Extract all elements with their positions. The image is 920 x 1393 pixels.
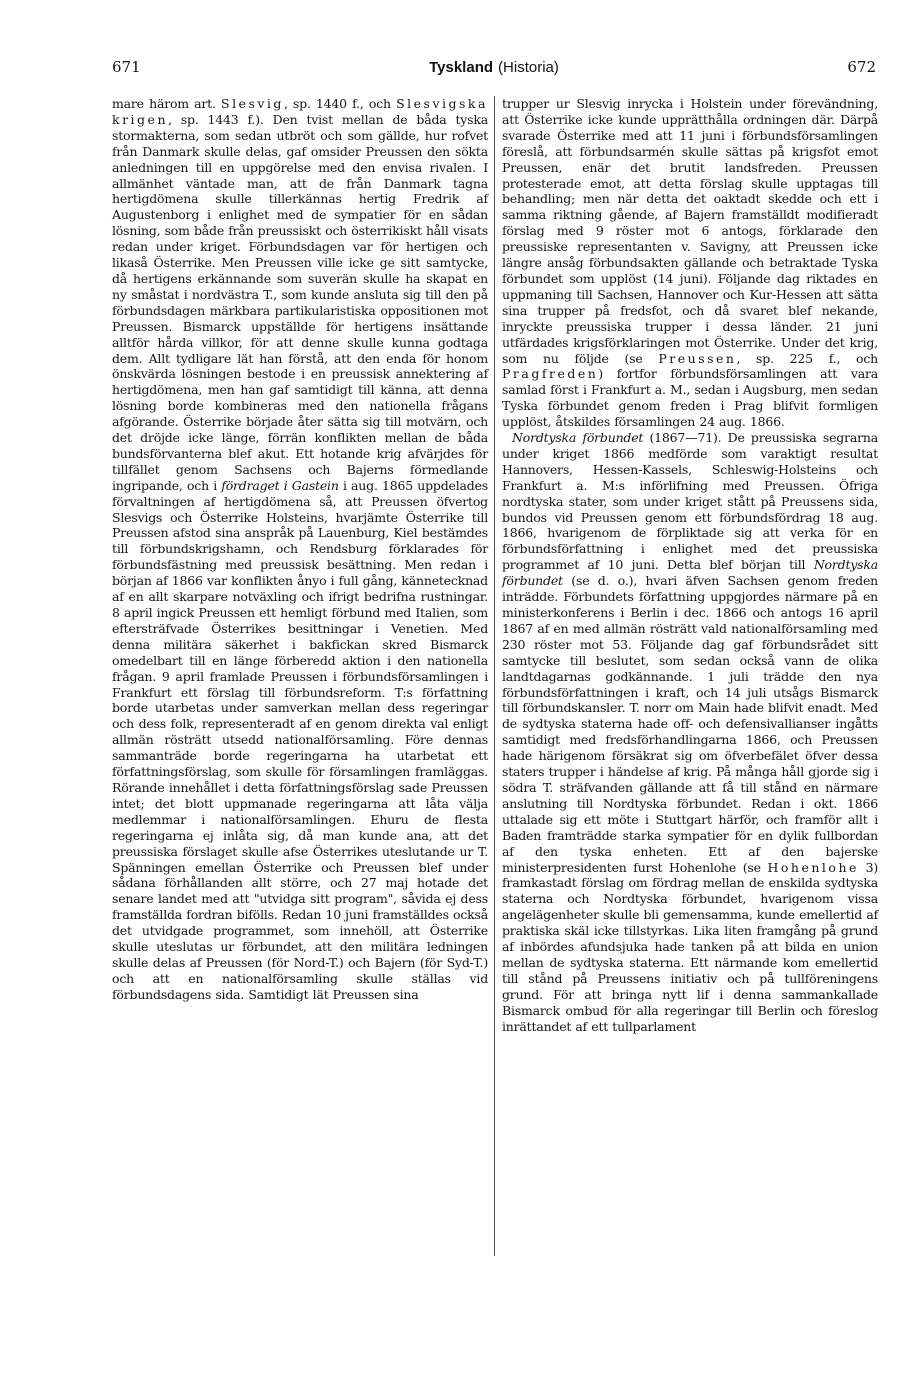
running-title	[112, 58, 876, 76]
text-run: i aug. 1865 uppdelades förvaltningen af hertigdömena så, att Preussen öfvertog Slesvigs och Österrike Holsteins, hvarjämte Österrike till Preussen afstod sina anspråk på Lauenburg, Kiel bestämdes till förbundskrigshamn, och Rendsburg förklarades för förbundsfästning med preussisk besättning. Men redan i början af 1866 var konflikten ånyo i full gång, kännetecknad af en allt skarpare notväxling och ifrigt bedrifna rustningar. 8 april ingick Preussen ett hemligt förbund med Italien, som eftersträfvade Österrikes besittningar i Venetien. Med denna militära säkerhet i bakfickan skred Bismarck omedelbart till en länge förberedd aktion i den nationella frågan. 9 april framlade Preussen i förbundsförsamlingen i Frankfurt ett förslag till förbundsreform. T:s författning borde utarbetas under samverkan mellan dess regeringar och dess folk, representeradt af en genom direkta val enligt allmän rösträtt utsedd nationalförsamling. Före dennas sammanträde borde regeringarna ha utarbetat ett författningsförslag, som skulle för församlingen framläggas. Rörande innehållet i detta författningsförslag sade Preussen intet; det blott uppmanade regeringarna att låta välja medlemmar i nationalförsamlingen. Ehuru de flesta regeringarna ej inlåta sig, då man kunde ana, att det preussiska förslaget skulle afse Österrikes uteslutande ur T. Spänningen emellan Österrike och Preussen blef under sådana förhållanden allt större, och 27 maj hotade det senare landet med att "utvidga sitt program", såvida ej dess framställda fordran bifölls. Redan 10 juni framställdes också det utvidgade programmet, som innehöll, att Österrike skulle uteslutas ur förbundet, att den militära ledningen skulle delas af Preussen (för Nord-T.) och Bajern (för Syd-T.) och att en nationalförsamling skulle ställas vid förbundsdagens sida. Samtidigt lät Preussen sina	[112, 477, 488, 1002]
page-number-left: 671	[112, 58, 141, 76]
title-word: Tyskland	[429, 59, 494, 76]
right-paragraph-1	[502, 96, 878, 430]
text-run: ) fortfor förbundsförsamlingen att vara samlad först i Frankfurt a. M., sedan i Augsburg, men sedan Tyska förbundet genom freden i Prag blifvit formligen upplöst, åtskildes församlingen 24 aug. 1866.	[502, 366, 878, 430]
text-run: mare härom art.	[112, 96, 216, 111]
right-column	[502, 96, 878, 1034]
text-run: , sp. 1443 f.). Den tvist mellan de båda tyska stormakterna, som sedan utbröt och som gällde, hur rofvet från Danmark skulle delas, gaf omsider Preussen den sökta anledningen till en uppgörelse med den envisa rivalen. I allmänhet väntade man, att de från Danmark tagna hertigdömena skulle tillerkännas hertig Fredrik af Augustenborg i enlighet med de sympatier för en sådan lösning, som både från preussiskt och österrikiskt håll visats redan under kriget. Förbundsdagen var för hertigen och likaså Österrike. Men Preussen ville icke ge sitt samtycke, då hertigens erkännande som suverän skulle ha skapat en ny småstat i nordvästra T., som kunde ansluta sig till den på förbundsdagen märkbara partikularistiska oppositionen mot Preussen. Bismarck uppställde för hertigens insättande alltför hårda villkor, för att denne skulle kunna godtaga dem. Allt tydligare lät han förstå, att den enda för honom önskvärda lösningen bestode i en preussisk annektering af hertigdömena, men han gaf samtidigt till känna, att denna lösning borde kombineras med den nationella frågans afgörande. Österrike började åter sätta sig till motvärn, och det dröjde icke länge, förrän konflikten mellan de båda bundsförvanterna blef akut. Ett hotande krig afvärjdes för tillfället genom Sachsens och Bajerns förmedlande ingripande, och i	[112, 111, 488, 493]
text-run: , sp. 225 f., och	[736, 350, 878, 366]
text-run: (se d. o.), hvari äfven Sachsen genom freden inträdde. Förbundets författning uppgjordes närmare på en ministerkonferens i Berlin i dec. 1866 och antogs 16 april 1867 af en med allmän rösträtt vald nationalförsamling med 230 röster mot 53. Följande dag gaf förbundsrådet sitt samtycke till beslutet, som sedan också vann de olika landtdagarnas godkännande. 1 juli trädde den nya förbundsförfattningen i kraft, och 14 juli utsågs Bismarck till förbundskansler. T. norr om Main hade blifvit enadt. Med de sydtyska staterna hade off- och defensivallianser ingåtts samtidigt med fredsförhandlingarna 1866, och Preussen hade härigenom försäkrat sig om öfverbefälet öfver dessa staters trupper i händelse af krig. På många håll gjorde sig i södra T. sträfvanden gällande att få till stånd en närmare anslutning till Nordtyska förbundet. Redan i okt. 1866 uttalade sig ett möte i Stuttgart härför, och framför allt i Baden framträdde starka sympatier för en dylik fullbordan af den tyska enheten. Ett af den bajerske ministerpresidenten furst Hohenlohe (se	[502, 573, 878, 875]
italic-term: Nordtyska förbundet	[502, 557, 878, 589]
cross-reference-preussen: Preussen	[658, 350, 737, 366]
right-paragraph-2	[502, 430, 878, 1034]
page-header	[112, 58, 876, 82]
page-number-right: 672	[847, 58, 876, 76]
text-run: 3) framkastadt förslag om fördrag mellan de enskilda sydtyska staterna och Nordtyska förbundet, hvarigenom vissa angelägenheter skulle bli gemensamma, kunde emellertid af praktiska skäl icke tillstyrkas. Lika liten framgång på grund af inbördes afundsjuka hade tanken på att bilda en union mellan de sydtyska staterna. Ett närmande kom emellertid till stånd på Preussens initiativ och på tullföreningens grund. För att bringa nytt lif i denna sammankallade Bismarck ombud för alla regeringar till Berlin och föreslog inrättandet af ett tullparlament	[502, 859, 878, 1034]
left-column	[112, 96, 488, 1003]
cross-reference-slesvigska-krigen: Slesvigska krigen	[112, 96, 488, 127]
text-run: (1867—71). De preussiska segrarna under kriget 1866 medförde som varaktigt resultat Hannovers, Hessen-Kassels, Schleswig-Holsteins och Frankfurt a. M:s införlifning med Preussen. Öfriga nordtyska stater, som under kriget stått på Preussens sida, bundos vid Preussen genom ett förbundsfördrag 18 aug. 1866, hvarigenom de förpliktade sig att verka för en förbundsförfattning i enlighet med det preussiska programmet af 10 juni. Detta blef början till	[502, 430, 878, 573]
left-paragraph	[112, 96, 488, 1003]
italic-term: fördraget i Gastein	[221, 477, 339, 493]
cross-reference-pragfreden: Pragfreden	[502, 366, 599, 382]
cross-reference-slesvig: Slesvig	[221, 96, 284, 111]
title-section: (Historia)	[498, 59, 559, 76]
cross-reference-hohenlohe: Hohenlohe	[767, 859, 859, 875]
text-run: , sp. 1440 f., och	[283, 96, 391, 111]
text-run: trupper ur Slesvig inrycka i Holstein under förevändning, att Österrike icke kunde upprätthålla ordningen där. Därpå svarade Österrike med att 11 juni i förbundsförsamlingen föreslå, att förbundsarmén skulle sättas på krigsfot emot Preussen, enär det brutit landsfreden. Preussen protesterade emot, att detta förslag skulle upptagas till behandling; men när detta det oaktadt skedde och ett i samma riktning gående, af Bajern framställdt modifieradt förslag med 9 röster mot 6 antogs, förklarade den preussiske representanten v. Savigny, att Preussen icke längre ansåg förbundsakten gällande och betraktade Tyska förbundet som upplöst (14 juni). Följande dag riktades en uppmaning till Sachsen, Hannover och Kur-Hessen att sätta sina trupper på fredsfot, och då svaret blef nekande, inryckte preussiska trupper i dessa länder. 21 juni utfärdades krigsförklaringen mot Österrike. Under det krig, som nu följde (se	[502, 96, 878, 366]
section-heading-italic: Nordtyska förbundet	[512, 430, 644, 446]
column-divider	[494, 96, 495, 1256]
